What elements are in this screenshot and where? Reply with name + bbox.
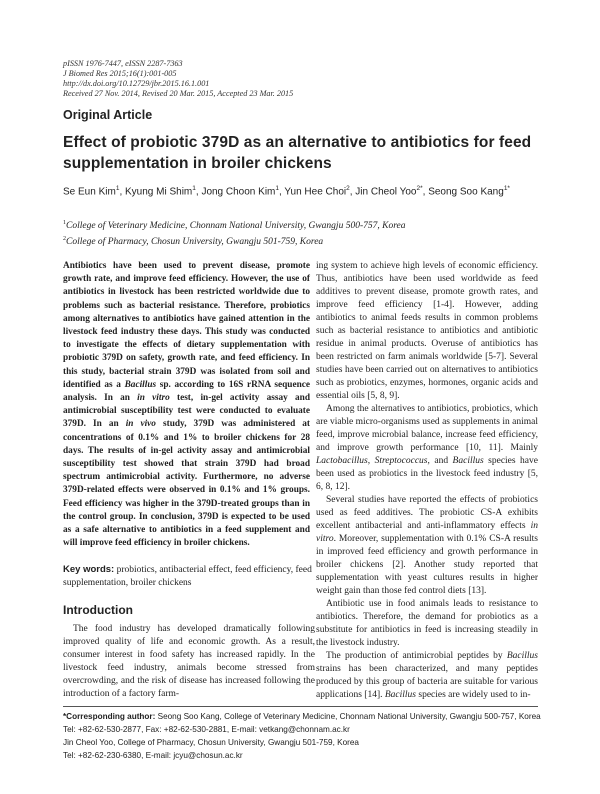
paragraph-text: ing system to achieve high levels of economic efficiency. Thus, antibiotics have been used worldwide as feed additives to prevent disease, promote growth rates, and improve feed efficiency [1-4]. However, adding antibiotics to animal feeds results in common problems such as bacterial resistance to antibiotics and antibiotic residue in animal products. Overuse of antibiotics has been restricted on farm animals worldwide [5-7]. Several studies have been carried out on alternatives to antibiotics such as probiotics, enzymes, hormones, organic acids and essential oils [5, 8, 9]. — [316, 261, 538, 401]
author-name: Jong Choon Kim — [201, 186, 276, 198]
paragraph-text: The production of antimicrobial peptides by — [326, 651, 507, 661]
keywords-label: Key words: — [63, 564, 115, 575]
abstract — [63, 260, 310, 550]
corresponding-author-label: *Corresponding author: — [63, 712, 156, 721]
paragraph-text: . Moreover, supplementation with 0.1% CS-A results in improved feed efficiency and growth performance in broiler chickens [2]. Another study reported that supplementation with yeast cultures results in higher weight gain than those fed control diets [13]. — [316, 534, 538, 596]
abstract-text: sp. according to 16S rRNA sequence analysis. In an — [63, 379, 310, 404]
author-affiliation-marker: 2 — [346, 185, 350, 192]
footnote-divider — [63, 706, 538, 707]
correspondence-footnote — [63, 710, 541, 762]
abstract-text-italic: in vitro — [137, 393, 170, 404]
author-name: Kyung Mi Shim — [125, 186, 193, 198]
abstract-text-italic: in vivo — [125, 419, 156, 430]
paragraph-text: strains has been characterized, and many peptides produced by this group of bacteria are suitable for various applications [14]. — [316, 664, 538, 700]
introduction-left-column — [63, 623, 315, 701]
paragraph: The food industry has developed dramatically following improved quality of life and economic growth. As a result, consumer interest in food safety has increased rapidly. In the livestock feed industry, animals become stressed from overcrowding, and the risk of disease has increased following the introduction of a factory farm- — [63, 624, 315, 699]
affiliation-text: College of Pharmacy, Chosun University, Gwangju 501-759, Korea — [66, 236, 324, 247]
article-title: Effect of probiotic 379D as an alternative to antibiotics for feed supplementation in broiler chickens — [63, 134, 532, 172]
right-column — [316, 260, 538, 702]
author-affiliation-marker: 1* — [503, 185, 510, 192]
paragraph — [316, 403, 538, 494]
italic-text: Bacillus — [506, 651, 538, 661]
italic-text: Bacillus — [384, 690, 416, 700]
author-name: Yun Hee Choi — [284, 186, 347, 198]
paragraph-text: Antibiotic use in food animals leads to resistance to antibiotics. Therefore, the demand for probiotics as a substitute for antibiotics in feed is increasing steadily in the livestock industry. — [316, 599, 538, 648]
author-name: Jin Cheol Yoo — [355, 186, 417, 198]
abstract-text: test, in-gel activity assay and antimicrobial susceptibility test were conducted to evaluate 379D. In an — [63, 393, 310, 430]
abstract-text: study, 379D was administered at concentrations of 0.1% and 1% to broiler chickens for 28 days. The results of in-gel activity assay and antimicrobial susceptibility test showed that strain 379D had broad spectrum antimicrobial activity. Furthermore, no adverse 379D-related effects were observed in 0.1% and 1% groups. Feed efficiency was higher in the 379D-treated groups than in the control group. In conclusion, 379D is expected to be used as a safe alternative to antibiotics in a feed supplement and will improve feed efficiency in broiler chickens. — [63, 419, 311, 549]
paragraph-text: , and — [427, 456, 453, 466]
paragraph-text: species have been used as probiotics in the livestock feed industry [5, 6, 8, 12]. — [316, 456, 538, 492]
paragraph-text: Several studies have reported the effects of probiotics used as feed additives. The probiotic CS-A exhibits excellent antibacterial and anti-inflammatory effects — [316, 495, 538, 531]
article-type-label: Original Article — [63, 108, 153, 122]
contact-line-1: Tel: +82-62-530-2877, Fax: +82-62-530-2881, E-mail: vetkang@chonnam.ac.kr — [63, 725, 350, 734]
affiliation-marker: 1 — [63, 220, 66, 226]
doi-link[interactable]: http://dx.doi.org/10.12729/jbr.2015.16.1.001 — [63, 79, 210, 88]
affiliations — [63, 217, 406, 248]
author-affiliation-marker: 1 — [275, 185, 279, 192]
author-affiliation-marker: 2* — [416, 185, 423, 192]
paragraph — [316, 650, 538, 702]
section-heading-introduction: Introduction — [63, 603, 133, 617]
paragraph — [316, 260, 538, 403]
corresponding-author-2: Jin Cheol Yoo, College of Pharmacy, Chosun University, Gwangju 501-759, Korea — [63, 738, 359, 747]
dates-line: Received 27 Nov. 2014, Revised 20 Mar. 2015, Accepted 23 Mar. 2015 — [63, 89, 294, 98]
paragraph-text: species are widely used to in- — [416, 690, 531, 700]
paragraph — [316, 598, 538, 650]
author-name: Seong Soo Kang — [428, 186, 504, 198]
affiliation-marker: 2 — [63, 235, 66, 242]
abstract-text-italic: Bacillus — [124, 379, 157, 390]
paragraph-text: Among the alternatives to antibiotics, probiotics, which are viable micro-organisms used as supplements in animal feed, improve microbial balance, increase feed efficiency, and improve growth performance [10, 11]. Mainly — [316, 404, 538, 453]
affiliation-line — [63, 217, 406, 233]
affiliation-line — [63, 233, 406, 249]
affiliation-text: College of Veterinary Medicine, Chonnam National University, Gwangju 500-757, Korea — [66, 221, 406, 232]
abstract-text: Antibiotics have been used to prevent disease, promote growth rate, and improve feed efficiency. However, the use of antibiotics in livestock has been restricted worldwide due to problems such as bacterial resistance. Therefore, probiotics among alternatives to antibiotics have gained attention in the livestock feed industry these days. This study was conducted to investigate the effects of dietary supplementation with probiotic 379D on safety, growth rate, and feed efficiency. In this study, bacterial strain 379D was isolated from soil and identified as a — [63, 261, 310, 390]
author-affiliation-marker: 1 — [115, 185, 120, 192]
journal-metadata — [63, 59, 293, 99]
keywords — [63, 563, 315, 590]
author-list: Se Eun Kim$^1$, Kyung Mi Shim$^1$, Jong Choon Kim$^1$, Yun Hee Choi$^2$, Jin Cheol Yoo$^{2*}$, Seong Soo Kang$^{1*}$ — [63, 185, 510, 198]
italic-text: Bacillus — [452, 456, 484, 466]
corresponding-author-1: Seong Soo Kang, College of Veterinary Medicine, Chonnam National University, Gwangju 500-757, Korea — [155, 712, 541, 721]
journal-citation: J Biomed Res 2015;16(1):001-005 — [63, 69, 177, 78]
italic-text: in vitro — [316, 521, 538, 544]
contact-line-2: Tel: +82-62-230-6380, E-mail: jcyu@chosun.ac.kr — [63, 751, 243, 760]
author-name: Se Eun Kim — [63, 186, 116, 198]
author-affiliation-marker: 1 — [192, 185, 196, 192]
issn-line: pISSN 1976-7447, eISSN 2287-7363 — [63, 59, 183, 68]
italic-text: Lactobacillus, Streptococcus — [316, 456, 428, 466]
keywords-text: probiotics, antibacterial effect, feed efficiency, feed supplementation, broiler chickens — [63, 565, 312, 588]
paragraph — [316, 494, 538, 598]
